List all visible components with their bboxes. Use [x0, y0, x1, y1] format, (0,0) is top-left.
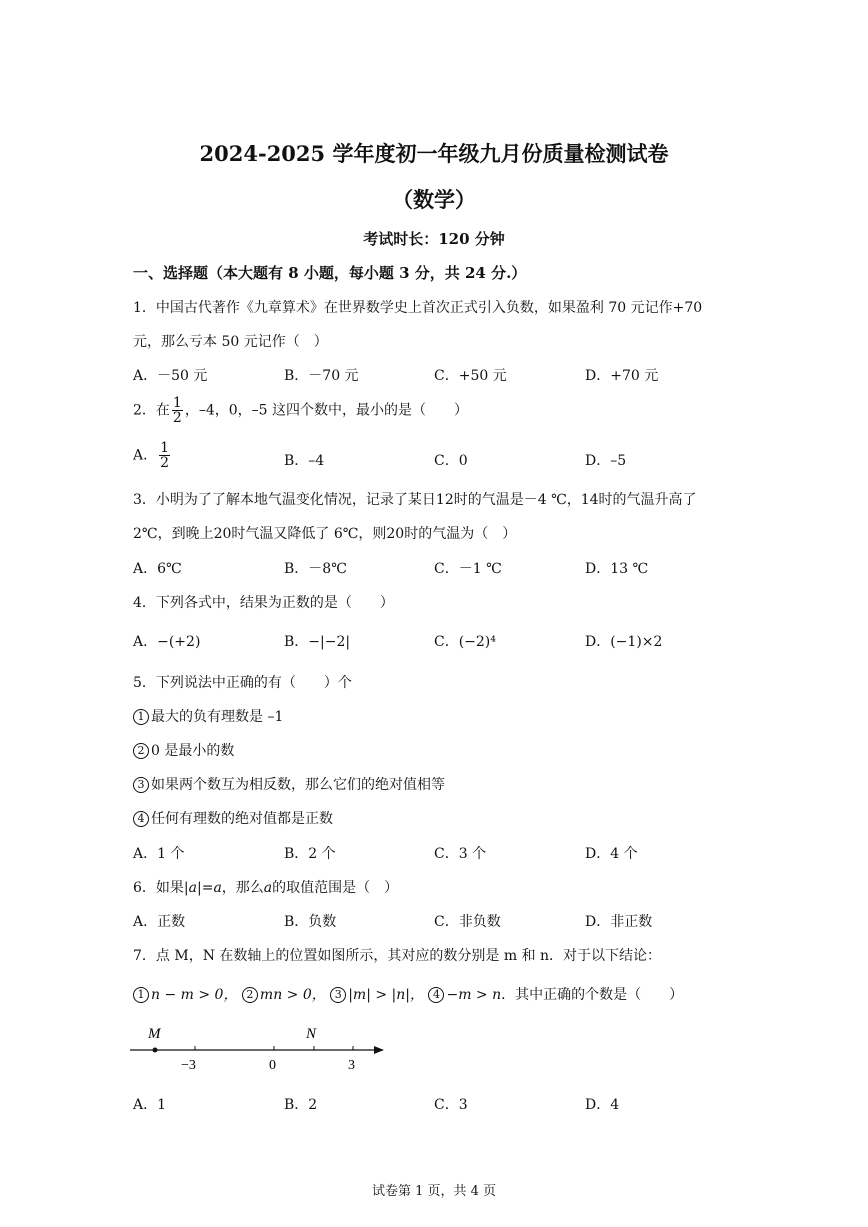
q3-option-b: B．－8℃ — [284, 561, 347, 577]
q2-suffix: ，–4，0，–5 这四个数中，最小的是（ ） — [184, 402, 469, 419]
q4-option-d: D．(−1)×2 — [585, 634, 663, 650]
q7-tail: ．其中正确的个数是（ ） — [501, 987, 684, 1003]
label-m: M — [148, 1026, 161, 1042]
q1-line1: 1．中国古代著作《九章算术》在世界数学史上首次正式引入负数，如果盈利 70 元记作+70 — [133, 300, 703, 316]
exam-subject: （数学） — [392, 187, 476, 212]
q7-conclusion-2: mn > 0， — [259, 987, 326, 1003]
q3-option-a: A．6℃ — [133, 561, 182, 577]
q6-stem-d: 的取值范围是（ ） — [272, 880, 399, 896]
q7-option-d: D．4 — [585, 1097, 620, 1113]
q1-option-d: D．+70 元 — [585, 368, 659, 384]
circle-number-4: 4 — [133, 811, 149, 827]
point-m — [153, 1048, 158, 1053]
q5-option-a: A．1 个 — [133, 846, 185, 862]
q4-option-c: C．(−2)⁴ — [434, 634, 496, 650]
circle-number-4: 4 — [428, 987, 444, 1003]
q1-line2: 元，那么亏本 50 元记作（ ） — [133, 334, 328, 350]
q3-option-c: C．－1 ℃ — [434, 561, 502, 577]
q5-item-1-text: 最大的负有理数是 –1 — [151, 709, 284, 725]
circle-number-3: 3 — [133, 777, 149, 793]
q3-option-d: D．13 ℃ — [585, 561, 649, 577]
q3-line1: 3．小明为了了解本地气温变化情况，记录了某日12时的气温是－4 ℃，14时的气温升高了 — [133, 492, 697, 508]
q2-option-d: D．–5 — [585, 453, 627, 469]
q1-option-c: C．+50 元 — [434, 368, 507, 384]
q2-option-c: C．0 — [434, 453, 468, 469]
q6-stem-b: |= — [196, 880, 214, 896]
q2-fraction — [172, 396, 183, 425]
q2-prefix: 2．在 — [133, 402, 170, 419]
q7-line1: 7．点 M，N 在数轴上的位置如图所示，其对应的数分别是 m 和 n．对于以下结论： — [133, 948, 662, 964]
q4-option-a: A．−(+2) — [133, 634, 201, 650]
tick-label-neg3: −3 — [181, 1058, 196, 1073]
q2-frac-num: 1 — [172, 395, 182, 411]
section-heading: 一、选择题（本大题有 8 小题，每小题 3 分，共 24 分.） — [133, 264, 527, 282]
q7-conclusion-1: n − m > 0， — [151, 987, 238, 1003]
q1-option-b: B．－70 元 — [284, 368, 359, 384]
q5-stem: 5．下列说法中正确的有（ ）个 — [133, 675, 352, 691]
q6-option-d: D．非正数 — [585, 914, 653, 930]
q2-option-a-den: 2 — [160, 455, 170, 471]
circle-number-1: 1 — [133, 709, 149, 725]
q4-option-b: B．−|−2| — [284, 634, 351, 650]
q7-conclusions — [133, 984, 683, 1004]
q5-item-4 — [133, 808, 333, 828]
q2-option-a — [133, 441, 172, 470]
tick-label-0: 0 — [269, 1058, 276, 1073]
q6-stem — [133, 877, 398, 897]
q3-line2: 2℃，到晚上20时气温又降低了 6℃，则20时的气温为（ ） — [133, 526, 517, 542]
page-footer: 试卷第 1 页，共 4 页 — [371, 1184, 497, 1199]
circle-number-2: 2 — [242, 987, 258, 1003]
exam-title: 2024-2025 学年度初一年级九月份质量检测试卷 — [199, 141, 669, 166]
q5-option-b: B．2 个 — [284, 846, 336, 862]
circle-number-1: 1 — [133, 987, 149, 1003]
tick-label-3: 3 — [348, 1058, 355, 1073]
q6-var-1: a — [188, 880, 197, 896]
q2-frac-den: 2 — [172, 410, 182, 426]
q4-stem: 4．下列各式中，结果为正数的是（ ） — [133, 595, 394, 611]
q7-option-c: C．3 — [434, 1097, 468, 1113]
q2-option-a-num: 1 — [160, 440, 170, 456]
label-n: N — [306, 1026, 317, 1042]
q2-stem — [133, 396, 468, 425]
exam-duration: 考试时长：120 分钟 — [363, 230, 505, 248]
q5-item-1 — [133, 706, 283, 726]
q2-option-a-fraction — [159, 441, 170, 470]
q6-stem-c: ，那么 — [221, 880, 264, 896]
q6-var-3: a — [263, 880, 273, 896]
q1-option-a: A．－50 元 — [133, 368, 208, 384]
q2-option-b: B．–4 — [284, 453, 325, 469]
q6-option-a: A．正数 — [133, 914, 186, 930]
q7-conclusion-3: |m| > |n|， — [348, 987, 425, 1003]
circle-number-3: 3 — [330, 987, 346, 1003]
q5-item-2 — [133, 740, 234, 760]
q5-option-d: D．4 个 — [585, 846, 638, 862]
q5-item-2-text: 0 是最小的数 — [151, 743, 235, 759]
q5-item-4-text: 任何有理数的绝对值都是正数 — [151, 811, 333, 827]
q6-stem-a: 6．如果| — [133, 880, 189, 896]
q6-option-c: C．非负数 — [434, 914, 501, 930]
axis-arrow-icon — [374, 1046, 384, 1054]
q7-option-b: B．2 — [284, 1097, 318, 1113]
q6-var-2: a — [213, 880, 222, 896]
q5-item-3-text: 如果两个数互为相反数，那么它们的绝对值相等 — [151, 777, 445, 793]
q5-option-c: C．3 个 — [434, 846, 487, 862]
q6-option-b: B．负数 — [284, 914, 337, 930]
number-line-diagram — [128, 1022, 390, 1074]
circle-number-2: 2 — [133, 743, 149, 759]
q7-option-a: A．1 — [133, 1097, 167, 1113]
q7-conclusion-4: −m > n — [446, 987, 502, 1003]
q2-option-a-label: A． — [133, 447, 158, 464]
q5-item-3 — [133, 774, 445, 794]
